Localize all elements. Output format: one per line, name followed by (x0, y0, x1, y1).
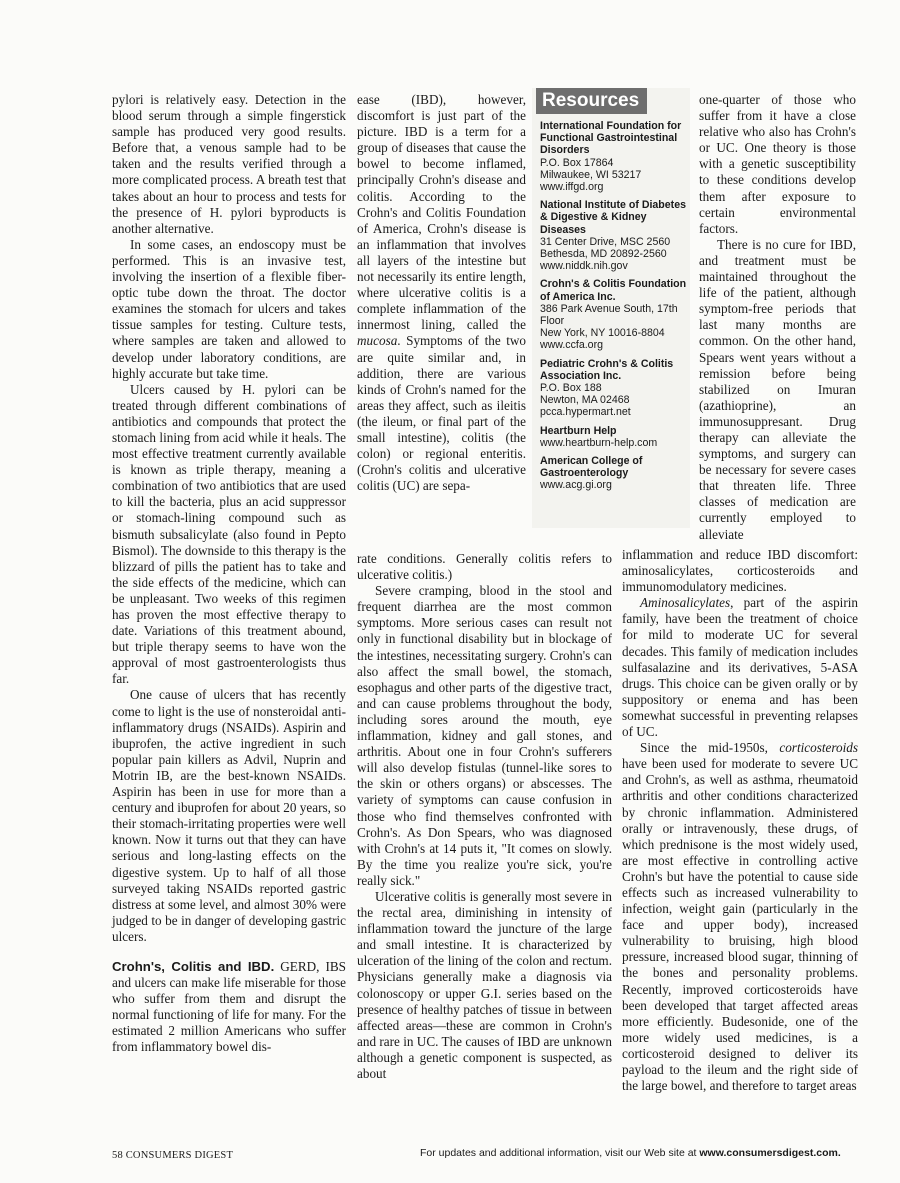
resource-entry (540, 455, 690, 492)
resource-name: Pediatric Crohn's & Colitis Association Inc. (540, 357, 674, 382)
resources-sidebar (532, 88, 690, 528)
resource-name: Heartburn Help (540, 424, 617, 437)
paragraph-text: have been used for moderate to severe UC and Crohn's, as well as asthma, rheumatoid arthritis and other conditions characterized by chronic inflammation. Administered orally or intravenously, these drugs, of which prednisone is the most widely used, are most effective in controlling active Crohn's but have the potential to cause side effects such as increased vulnerability to infection, weight gain (particularly in the face and upper body), increased vulnerability to bruising, high blood pressure, increased blood sugar, thinning of the bones and personality problems. Recently, improved corticosteroids have been developed that target affected areas more efficiently. Budesonide, one of the more widely used medicines, is a corticosteroid designed to deliver its payload to the ileum and the right side of the large bowel, and therefore to target areas (622, 756, 858, 1094)
paragraph (357, 92, 526, 494)
page-number-folio: 58 CONSUMERS DIGEST (112, 1150, 234, 1161)
resource-entry (540, 278, 690, 351)
resources-title: Resources (536, 88, 647, 114)
resource-line: 31 Center Drive, MSC 2560 (540, 235, 671, 248)
resource-line: Newton, MA 02468 (540, 394, 630, 407)
article-column-2 (357, 92, 526, 494)
resource-line: www.heartburn-help.com (540, 436, 658, 449)
resource-line: www.acg.gi.org (540, 479, 612, 492)
resource-name: Crohn's & Colitis Foundation of America Inc. (540, 278, 687, 303)
italic-term: mucosa (357, 333, 398, 349)
resource-line: www.iffgd.org (540, 181, 604, 194)
paragraph-text: , part of the aspirin family, have been the treatment of choice for mild to moderate UC for several decades. This family of medication includes sulfasalazine and its derivatives, 5-ASA drugs. This choice can be given orally or by suppository or enema and has been somewhat successful in preventing relapses of UC. (622, 595, 858, 740)
resource-line: P.O. Box 17864 (540, 156, 614, 169)
paragraph: Ulcerative colitis is generally most severe in the rectal area, diminishing in intensity of inflammation toward the juncture of the large and small intestine. It is characterized by ulceration of the lining of the colon and rectum. Physicians generally make a diagnosis via colonoscopy or upper G.I. series based on the presence of healthy patches of tissue in between affected areas—these are common in Crohn's and rare in UC. The causes of IBD are unknown although a genetic component is suspected, as about (357, 888, 612, 1081)
resource-line: 386 Park Avenue South, 17th Floor (540, 302, 678, 328)
italic-term: Aminosalicylates (640, 595, 731, 611)
paragraph-text: Since the mid-1950s, (640, 740, 780, 756)
footer-text: For updates and additional information, visit our Web site at (420, 1147, 700, 1159)
paragraph: pylori is relatively easy. Detection in the blood serum through a simple fingerstick sample has produced very good results. Before that, a venous sample had to be taken and the results verified through a more complicated process. A breath test that takes about an hour to process and tests for the presence of H. pylori byproducts is another alternative. (112, 92, 346, 236)
paragraph: There is no cure for IBD, and treatment must be maintained throughout the life of the patient, although symptom-free periods that last many months are common. On the other hand, Spears went years without a remission before being stabilized on Imuran (azathioprine), an immunosuppresant. Drug therapy can alleviate the symptoms, and surgery can be necessary for severe cases that threaten life. Three classes of medication are currently employed to alleviate (699, 236, 856, 542)
resource-entry (540, 358, 690, 419)
resource-name: National Institute of Diabetes & Digestive & Kidney Diseases (540, 199, 686, 236)
paragraph: one-quarter of those who suffer from it have a close relative who also has Crohn's or UC. One theory is those with a genetic susceptibility to these conditions develop them after exposure to certain environmental factors. (699, 92, 856, 236)
resource-line: New York, NY 10016-8804 (540, 327, 665, 340)
resource-entry (540, 425, 690, 449)
resource-line: www.ccfa.org (540, 339, 603, 352)
paragraph: One cause of ulcers that has recently come to light is the use of nonsteroidal anti-inflammatory drugs (NSAIDs). Aspirin and ibuprofen, the active ingredient in such popular pain killers as Advil, Nuprin and Motrin IB, are the best-known NSAIDs. Aspirin has been in use for more than a century and ibuprofen for about 20 years, so their stomach-irritating properties were well known. Now it turns out that they can have serious and long-lasting effects on the digestive system. Up to half of all those surveyed taking NSAIDs reported gastric distress at some level, and almost 30% were judged to be in danger of developing gastric ulcers. (112, 687, 346, 944)
paragraph: Ulcers caused by H. pylori can be treated through different combinations of antibiotics and compounds that protect the stomach lining from acid while it heals. The most effective treatment currently available is known as triple therapy, meaning a combination of two antibiotics that are used to kill the bacteria, plus an acid suppressor or stomach-lining compound such as bismuth subsalicylate (also found in Pepto Bismol). The downside to this therapy is the blizzard of pills the patient has to take and the side effects of the medicine, which can be unpleasant. Two weeks of this regimen has proven the most effective therapy to date. Variations of this treatment abound, but triple therapy seems to have won the approval of most gastroenterologists thus far. (112, 381, 346, 687)
paragraph-text: ease (IBD), however, discomfort is just part of the picture. IBD is a term for a group of diseases that cause the bowel to become inflamed, principally Crohn's disease and colitis. According to the Crohn's and Colitis Foundation of America, Crohn's disease is an inflammation that involves all layers of the intestine but not necessarily its entire length, where ulcerative colitis is a complete inflammation of the innermost lining, called the (357, 92, 526, 333)
article-column-1 (112, 92, 346, 1056)
paragraph (622, 595, 858, 740)
article-column-3 (699, 92, 856, 543)
footer-note (420, 1147, 841, 1159)
article-column-2-continued (357, 551, 612, 1082)
resource-line: Milwaukee, WI 53217 (540, 168, 642, 181)
paragraph-text: . Symptoms of the two are quite similar and, in addition, there are various kinds of Crohn's named for the areas they affect, such as ileitis (the ileum, or final part of the small intestine), colitis (the colon) or regional enteritis. (Crohn's colitis and ulcerative colitis (UC) are sepa- (357, 333, 526, 494)
section-heading: Crohn's, Colitis and IBD. (112, 958, 275, 974)
resource-name: International Foundation for Functional Gastrointestinal Disorders (540, 120, 682, 157)
website-link[interactable]: www.consumersdigest.com. (699, 1147, 841, 1159)
resource-line: pcca.hypermart.net (540, 406, 631, 419)
resource-line: Bethesda, MD 20892-2560 (540, 248, 667, 261)
paragraph: rate conditions. Generally colitis refers to ulcerative colitis.) (357, 551, 612, 583)
resource-entry (540, 120, 690, 193)
resources-list (532, 120, 690, 492)
paragraph: inflammation and reduce IBD discomfort: aminosalicylates, corticosteroids and immunomodulatory medicines. (622, 547, 858, 595)
resource-name: American College of Gastroenterology (540, 455, 643, 480)
article-column-3-continued (622, 547, 858, 1094)
paragraph (622, 740, 858, 1094)
resource-line: www.niddk.nih.gov (540, 260, 628, 273)
paragraph: In some cases, an endoscopy must be performed. This is an invasive test, involving the insertion of a flexible fiber-optic tube down the throat. The doctor examines the stomach for ulcers and takes tissue samples for testing. Culture tests, where samples are taken and allowed to develop under laboratory conditions, are highly accurate but take time. (112, 236, 346, 381)
paragraph-text: GERD, IBS and ulcers can make life miserable for those who suffer from them and disrupt the normal functioning of life for many. For the estimated 2 million Americans who suffer from inflammatory bowel dis- (112, 958, 346, 1055)
paragraph (112, 959, 346, 1056)
paragraph: Severe cramping, blood in the stool and frequent diarrhea are the most common symptoms. More serious cases can result not only in functional disability but in blockage of the intestines, necessitating surgery. Crohn's can also affect the small bowel, the stomach, esophagus and other parts of the digestive tract, and can cause problems throughout the body, including sores around the mouth, eye inflammation, kidney and gall stones, and arthritis. About one in four Crohn's sufferers will also develop fistulas (tunnel-like sores to the skin or others organs) or abscesses. The variety of symptoms can cause confusion in those who find themselves confronted with Crohn's. As Don Spears, who was diagnosed with Crohn's at 14 puts it, "It comes on slowly. By the time you realize you're sick, you're really sick." (357, 583, 612, 888)
resource-line: P.O. Box 188 (540, 382, 602, 395)
italic-term: corticosteroids (779, 740, 858, 756)
resource-entry (540, 199, 690, 272)
